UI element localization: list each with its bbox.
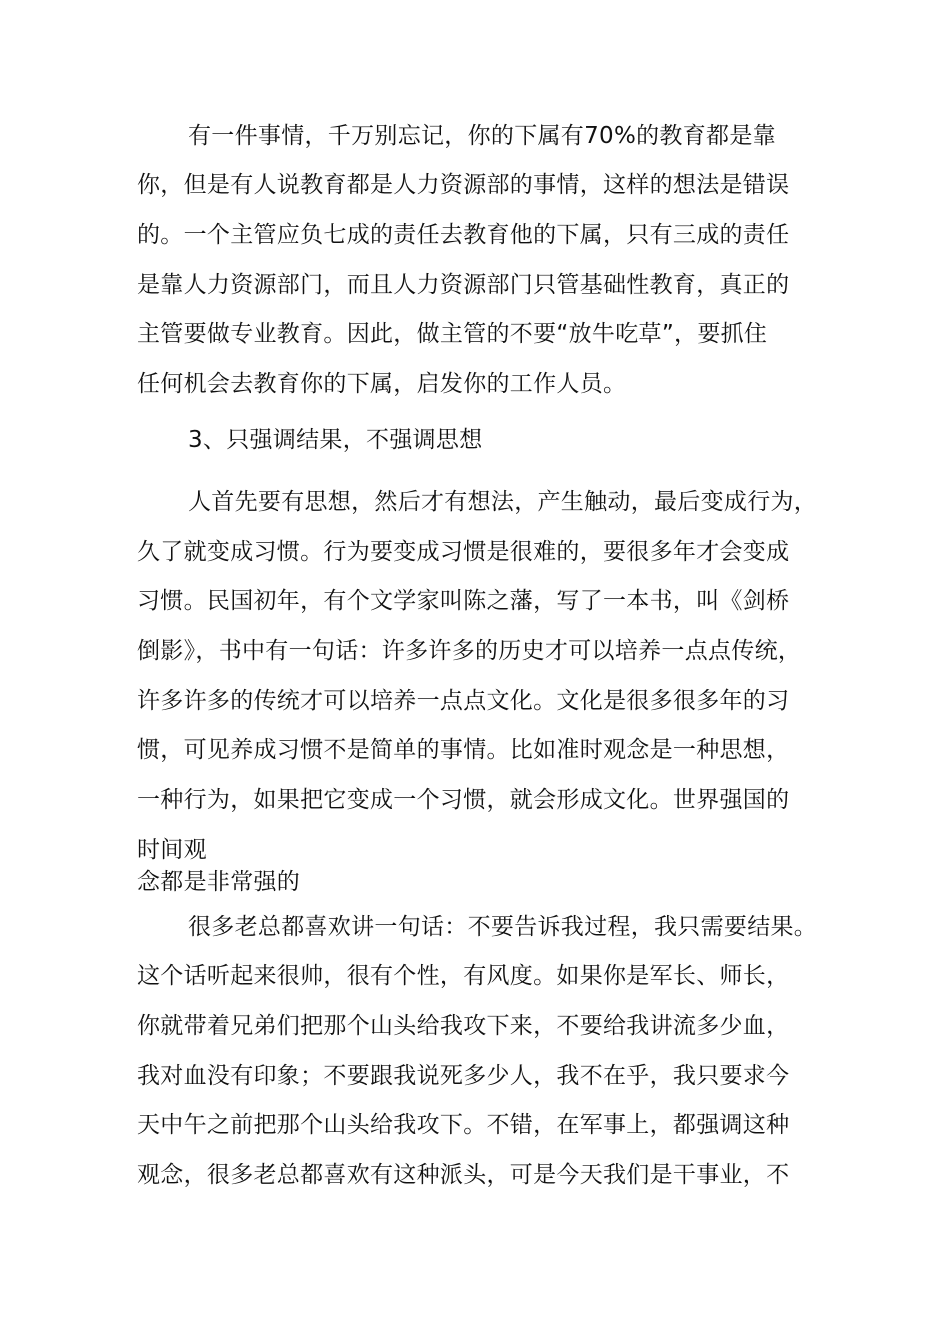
paragraph-3-line-2: 这个话听起来很帅，很有个性，有风度。如果你是军长、师长，	[137, 963, 790, 989]
paragraph-3-line-5: 天中午之前把那个山头给我攻下。不错，在军事上，都强调这种	[137, 1112, 790, 1138]
paragraph-3-line-6: 观念，很多老总都喜欢有这种派头，可是今天我们是干事业，不	[137, 1162, 790, 1188]
paragraph-1-line-5: 主管要做专业教育。因此，做主管的不要“放牛吃草”，要抓住	[137, 321, 768, 347]
paragraph-1-line-1: 有一件事情，千万别忘记，你的下属有70%的教育都是靠	[188, 123, 776, 149]
paragraph-2-line-6: 惯，可见养成习惯不是简单的事情。比如准时观念是一种思想，	[137, 737, 790, 763]
paragraph-2-line-4: 倒影》，书中有一句话：许多许多的历史才可以培养一点点传统，	[137, 638, 802, 664]
paragraph-2-line-2: 久了就变成习惯。行为要变成习惯是很难的，要很多年才会变成	[137, 539, 790, 565]
paragraph-1-line-3: 的。一个主管应负七成的责任去教育他的下属，只有三成的责任	[137, 222, 790, 248]
paragraph-1-line-6: 任何机会去教育你的下属，启发你的工作人员。	[137, 371, 627, 397]
paragraph-2-line-3: 习惯。民国初年，有个文学家叫陈之藩，写了一本书，叫《剑桥	[137, 588, 790, 614]
paragraph-2-line-5: 许多许多的传统才可以培养一点点文化。文化是很多很多年的习	[137, 688, 790, 714]
section-heading: 3、只强调结果，不强调思想	[188, 427, 483, 453]
paragraph-3-line-1: 很多老总都喜欢讲一句话：不要告诉我过程，我只需要结果。	[188, 914, 818, 940]
paragraph-2-line-1: 人首先要有思想，然后才有想法，产生触动，最后变成行为，	[188, 489, 818, 515]
paragraph-3-line-4: 我对血没有印象；不要跟我说死多少人，我不在乎，我只要求今	[137, 1063, 790, 1089]
paragraph-2-line-7: 一种行为，如果把它变成一个习惯，就会形成文化。世界强国的	[137, 787, 790, 813]
paragraph-3-line-3: 你就带着兄弟们把那个山头给我攻下来，不要给我讲流多少血，	[137, 1013, 790, 1039]
paragraph-1-line-4: 是靠人力资源部门，而且人力资源部门只管基础性教育，真正的	[137, 272, 790, 298]
paragraph-2-line-9: 念都是非常强的	[137, 869, 301, 895]
paragraph-1-line-2: 你，但是有人说教育都是人力资源部的事情，这样的想法是错误	[137, 172, 790, 198]
paragraph-2-line-8: 时间观	[137, 837, 207, 863]
